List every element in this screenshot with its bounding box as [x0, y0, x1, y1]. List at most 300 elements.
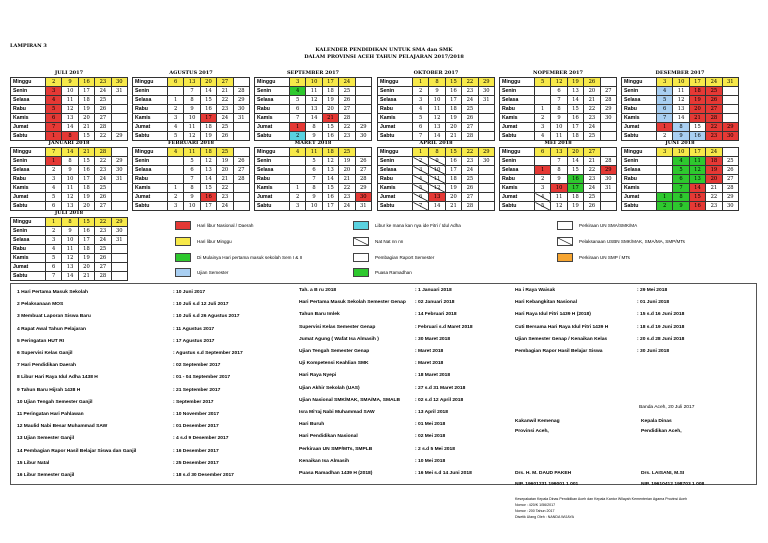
- weekday-label: Kamis: [11, 184, 46, 193]
- date-cell: [535, 87, 551, 96]
- month-calendar: [377, 70, 495, 141]
- weekday-label: Kamis: [133, 184, 168, 193]
- legend-label: Puasa Ramadhan: [375, 270, 412, 275]
- date-cell: 31: [111, 236, 127, 245]
- date-cell: 6: [673, 175, 689, 184]
- date-cell: [600, 193, 616, 202]
- weekday-label: Selasa: [11, 236, 46, 245]
- legend-label: Libur ke mana kan nya ide Fitri / Idul Adha: [375, 223, 461, 228]
- event-date: : 01 Desember 2017: [173, 424, 219, 430]
- date-cell: 8: [62, 157, 78, 166]
- weekday-label: Minggu: [11, 148, 46, 157]
- event-name: Ujian Nasional SMK/MAK, SMA/MA, SMALB: [299, 397, 401, 403]
- date-cell: 20: [445, 123, 461, 132]
- weekday-label: Rabu: [11, 105, 46, 114]
- weekday-label: Jumat: [622, 123, 657, 132]
- weekday-label: Sabtu: [622, 202, 657, 211]
- date-cell: 19: [322, 96, 338, 105]
- date-cell: 5: [184, 157, 200, 166]
- date-cell: 18: [706, 157, 722, 166]
- date-cell: 20: [78, 202, 94, 211]
- date-cell: 2: [657, 132, 673, 141]
- date-cell: 19: [78, 105, 94, 114]
- date-cell: 21: [78, 148, 94, 157]
- date-cell: 15: [322, 184, 338, 193]
- date-cell: 28: [355, 175, 371, 184]
- date-cell: 1: [657, 123, 673, 132]
- event-date: : 20 s.d 28 Juni 2018: [637, 336, 685, 342]
- weekday-label: Rabu: [378, 105, 413, 114]
- date-cell: 12: [551, 202, 567, 211]
- date-cell: 31: [111, 175, 127, 184]
- date-cell: 18: [445, 175, 461, 184]
- date-cell: 16: [200, 193, 216, 202]
- date-cell: [290, 166, 306, 175]
- date-cell: 20: [445, 193, 461, 202]
- event-date: : 21 September 2017: [173, 387, 221, 393]
- date-cell: 21: [584, 96, 600, 105]
- date-cell: 23: [217, 193, 233, 202]
- weekday-label: Minggu: [255, 78, 290, 87]
- date-cell: 15: [445, 148, 461, 157]
- date-cell: 8: [306, 184, 322, 193]
- date-cell: 29: [600, 166, 616, 175]
- date-cell: 12: [673, 96, 689, 105]
- date-cell: 18: [78, 184, 94, 193]
- date-cell: 9: [673, 202, 689, 211]
- date-cell: 4: [657, 87, 673, 96]
- weekday-label: Sabtu: [11, 132, 46, 141]
- date-cell: 2: [413, 87, 429, 96]
- event-date: : 27 s.d 31 Maret 2018: [415, 385, 466, 391]
- weekday-label: Jumat: [255, 123, 290, 132]
- date-cell: 9: [62, 78, 78, 87]
- date-cell: 1: [535, 166, 551, 175]
- date-cell: 30: [478, 87, 494, 96]
- date-cell: 25: [584, 193, 600, 202]
- event-name: 16 Libur Semester Ganjil: [17, 473, 75, 478]
- date-cell: 10: [673, 78, 689, 87]
- date-cell: 28: [706, 114, 722, 123]
- date-cell: 21: [689, 114, 705, 123]
- date-cell: 28: [722, 184, 738, 193]
- date-cell: 19: [217, 157, 233, 166]
- legend-label: Hari libur Minggu: [197, 239, 232, 244]
- event-name: 4 Rapat Awal Tahun Pelajaran: [17, 326, 86, 332]
- signature-left-title1: Kakanwil Kemenag: [515, 419, 560, 424]
- weekday-label: Kamis: [11, 254, 46, 263]
- date-cell: 25: [95, 184, 111, 193]
- date-cell: [478, 175, 494, 184]
- date-cell: 14: [689, 184, 705, 193]
- footnote-line: Kesepakatan Kepala Dinas Pendidikan Aceh dan Kepala Kantor Wilayah Kementerian Agama Provinsi Aceh: [515, 497, 688, 501]
- date-cell: [111, 148, 127, 157]
- date-cell: 13: [689, 175, 705, 184]
- date-cell: [722, 96, 738, 105]
- date-cell: 7: [184, 87, 200, 96]
- date-cell: 20: [706, 175, 722, 184]
- date-cell: 5: [535, 202, 551, 211]
- date-cell: 4: [168, 123, 184, 132]
- weekday-label: Jumat: [133, 123, 168, 132]
- date-cell: 6: [184, 166, 200, 175]
- date-cell: 28: [339, 114, 355, 123]
- date-cell: [657, 166, 673, 175]
- date-cell: 13: [62, 202, 78, 211]
- date-cell: 6: [551, 87, 567, 96]
- event-name: Perkiraan UN SMP/MTs, SMPLB: [299, 446, 373, 452]
- legend-swatch: [175, 253, 191, 262]
- month-calendar: [377, 140, 495, 211]
- date-cell: 8: [429, 78, 445, 87]
- date-cell: [722, 148, 738, 157]
- signature-place-date: Banda Aceh, 20 Juli 2017: [639, 405, 695, 410]
- date-cell: 17: [78, 87, 94, 96]
- date-cell: 22: [706, 193, 722, 202]
- weekday-label: Jumat: [255, 193, 290, 202]
- date-cell: 26: [722, 166, 738, 175]
- date-cell: 29: [111, 218, 127, 227]
- date-cell: 19: [689, 96, 705, 105]
- date-cell: 26: [584, 202, 600, 211]
- date-cell: 21: [217, 87, 233, 96]
- date-cell: 16: [445, 87, 461, 96]
- date-cell: 16: [78, 166, 94, 175]
- date-cell: 7: [306, 175, 322, 184]
- date-cell: 24: [339, 78, 355, 87]
- date-cell: 11: [551, 132, 567, 141]
- date-cell: 25: [339, 148, 355, 157]
- date-cell: 15: [567, 105, 583, 114]
- date-cell: 26: [95, 105, 111, 114]
- weekday-label: Kamis: [255, 184, 290, 193]
- date-cell: 17: [200, 114, 216, 123]
- date-cell: 21: [706, 184, 722, 193]
- weekday-label: Minggu: [378, 148, 413, 157]
- date-cell: 31: [233, 114, 249, 123]
- date-cell: 11: [689, 157, 705, 166]
- date-cell: 1: [535, 105, 551, 114]
- date-cell: 14: [62, 148, 78, 157]
- date-cell: 14: [200, 87, 216, 96]
- date-cell: 24: [462, 96, 478, 105]
- date-cell: 3: [657, 78, 673, 87]
- weekday-label: Sabtu: [378, 202, 413, 211]
- weekday-label: Jumat: [378, 193, 413, 202]
- legend-swatch: [557, 237, 573, 246]
- date-cell: 22: [462, 148, 478, 157]
- date-cell: 23: [95, 78, 111, 87]
- weekday-label: Rabu: [133, 175, 168, 184]
- date-cell: [600, 78, 616, 87]
- date-cell: 15: [689, 193, 705, 202]
- legend-swatch: [175, 221, 191, 230]
- date-cell: 31: [111, 87, 127, 96]
- date-cell: 25: [217, 123, 233, 132]
- date-cell: 9: [429, 157, 445, 166]
- date-cell: 4: [168, 148, 184, 157]
- weekday-label: Sabtu: [622, 132, 657, 141]
- event-name: Kenaikan Isa Almasih: [299, 458, 350, 464]
- event-name: Pembagian Rapor Hasil Belajar Siswa: [515, 349, 603, 354]
- month-name: SEPTEMBER 2017: [286, 70, 340, 76]
- event-date: : 01 - 04 September 2017: [173, 375, 231, 381]
- month-name: JANUARI 2018: [48, 140, 90, 146]
- date-cell: 6: [306, 166, 322, 175]
- date-cell: 17: [445, 96, 461, 105]
- month-calendar: [132, 70, 250, 141]
- date-cell: 15: [78, 132, 94, 141]
- weekday-label: Kamis: [500, 114, 535, 123]
- date-cell: 24: [217, 114, 233, 123]
- signature-right-title2: Pendidikan Aceh,: [641, 429, 682, 434]
- weekday-label: Minggu: [11, 78, 46, 87]
- date-cell: 13: [62, 114, 78, 123]
- date-cell: 10: [429, 166, 445, 175]
- date-cell: 31: [722, 78, 738, 87]
- weekday-label: Kamis: [378, 184, 413, 193]
- month-name: APRIL 2018: [419, 140, 453, 146]
- month-name: NOPEMBER 2017: [533, 70, 583, 76]
- legend-label: Nat Nat nn nn: [375, 239, 404, 244]
- date-cell: 30: [600, 175, 616, 184]
- date-cell: 4: [290, 87, 306, 96]
- date-cell: 2: [168, 193, 184, 202]
- date-cell: 9: [62, 227, 78, 236]
- date-cell: 5: [290, 96, 306, 105]
- event-date: : 17 Agustus 2017: [173, 338, 215, 344]
- date-cell: 22: [462, 78, 478, 87]
- date-cell: 20: [584, 87, 600, 96]
- date-cell: 11: [429, 175, 445, 184]
- date-cell: [657, 157, 673, 166]
- event-name: 7 Hari Pendidikan Daerah: [17, 363, 76, 369]
- date-cell: 24: [706, 78, 722, 87]
- date-cell: 8: [184, 184, 200, 193]
- date-cell: 23: [462, 157, 478, 166]
- signature-left-nip: NIP. 19601231 199001 1 001: [515, 482, 579, 487]
- event-name: 1 Hari Pertama Masuk Sekolah: [17, 290, 88, 295]
- weekday-label: Selasa: [500, 166, 535, 175]
- date-cell: 30: [722, 132, 738, 141]
- weekday-label: Minggu: [133, 78, 168, 87]
- event-date: : Agustus s.d September 2017: [173, 351, 243, 356]
- date-cell: 25: [706, 87, 722, 96]
- date-cell: 30: [233, 105, 249, 114]
- date-cell: 12: [306, 96, 322, 105]
- date-cell: [478, 184, 494, 193]
- event-date: : 10 Juli s.d 26 Agustus 2017: [173, 314, 240, 320]
- legend-swatch: [353, 253, 369, 262]
- date-cell: 3: [168, 202, 184, 211]
- date-cell: 20: [200, 78, 216, 87]
- date-cell: 20: [78, 263, 94, 272]
- date-cell: 14: [62, 123, 78, 132]
- weekday-label: Senin: [133, 87, 168, 96]
- weekday-label: Kamis: [622, 184, 657, 193]
- date-cell: 19: [445, 114, 461, 123]
- event-date: : 2 s.d 5 Mei 2018: [415, 446, 455, 452]
- date-cell: 17: [322, 202, 338, 211]
- month-calendar: [10, 140, 128, 211]
- weekday-label: Selasa: [133, 96, 168, 105]
- date-cell: 26: [584, 78, 600, 87]
- date-cell: 18: [322, 87, 338, 96]
- weekday-label: Selasa: [255, 96, 290, 105]
- date-cell: 28: [600, 157, 616, 166]
- event-name: Supervisi Kelas Semester Genap: [299, 324, 376, 330]
- weekday-label: Senin: [378, 87, 413, 96]
- date-cell: 2: [535, 114, 551, 123]
- date-cell: 6: [413, 123, 429, 132]
- date-cell: 22: [95, 218, 111, 227]
- date-cell: 11: [62, 184, 78, 193]
- date-cell: 17: [78, 236, 94, 245]
- date-cell: 22: [217, 96, 233, 105]
- date-cell: 21: [584, 157, 600, 166]
- date-cell: 29: [111, 157, 127, 166]
- legend-swatch: [353, 268, 369, 277]
- date-cell: 8: [673, 123, 689, 132]
- event-date: : 16 Mei s.d 14 Juni 2018: [415, 471, 472, 476]
- date-cell: 10: [184, 114, 200, 123]
- date-cell: 12: [62, 254, 78, 263]
- date-cell: [478, 105, 494, 114]
- weekday-label: Jumat: [11, 193, 46, 202]
- date-cell: 23: [706, 202, 722, 211]
- date-cell: 26: [462, 184, 478, 193]
- date-cell: 8: [62, 132, 78, 141]
- date-cell: 5: [306, 157, 322, 166]
- date-cell: 13: [62, 263, 78, 272]
- weekday-label: Minggu: [500, 78, 535, 87]
- date-cell: 9: [184, 193, 200, 202]
- date-cell: 27: [462, 193, 478, 202]
- date-cell: 7: [413, 132, 429, 141]
- event-date: : 14 Februari 2018: [415, 312, 457, 318]
- date-cell: 23: [95, 227, 111, 236]
- month-calendar: [621, 140, 739, 211]
- weekday-label: Senin: [11, 227, 46, 236]
- date-cell: 7: [673, 184, 689, 193]
- date-cell: 10: [306, 78, 322, 87]
- date-cell: 30: [478, 157, 494, 166]
- weekday-label: Rabu: [133, 105, 168, 114]
- date-cell: 8: [184, 96, 200, 105]
- date-cell: 11: [62, 245, 78, 254]
- date-cell: 26: [339, 96, 355, 105]
- date-cell: 29: [722, 123, 738, 132]
- weekday-label: Kamis: [622, 114, 657, 123]
- event-date: : September 2017: [173, 399, 214, 405]
- date-cell: [233, 148, 249, 157]
- date-cell: 18: [567, 193, 583, 202]
- date-cell: 14: [62, 272, 78, 281]
- month-name: AGUSTUS 2017: [169, 70, 213, 76]
- date-cell: 4: [535, 193, 551, 202]
- date-cell: 25: [217, 148, 233, 157]
- date-cell: 5: [673, 166, 689, 175]
- date-cell: [290, 175, 306, 184]
- weekday-label: Rabu: [622, 175, 657, 184]
- date-cell: 27: [95, 202, 111, 211]
- date-cell: 13: [200, 166, 216, 175]
- month-name: FEBRUARI 2018: [168, 140, 214, 146]
- weekday-label: Rabu: [11, 245, 46, 254]
- date-cell: 1: [413, 78, 429, 87]
- date-cell: 16: [445, 157, 461, 166]
- event-date: : 30 Maret 2018: [415, 336, 451, 342]
- date-cell: 17: [445, 166, 461, 175]
- date-cell: 23: [217, 105, 233, 114]
- legend-item: [175, 237, 232, 246]
- date-cell: 19: [445, 184, 461, 193]
- date-cell: [233, 193, 249, 202]
- date-cell: 13: [306, 105, 322, 114]
- date-cell: 9: [429, 87, 445, 96]
- event-date: : 30 Juni 2018: [637, 349, 670, 354]
- date-cell: 29: [111, 132, 127, 141]
- month-calendar: [499, 70, 617, 141]
- weekday-label: Senin: [11, 87, 46, 96]
- date-cell: 17: [567, 184, 583, 193]
- date-cell: 21: [445, 132, 461, 141]
- event-name: Uji Kompetensi Keahlian SMK: [299, 361, 369, 367]
- month-calendar: [499, 140, 617, 211]
- legend-label: Ujian Semester: [197, 270, 229, 275]
- date-cell: 19: [567, 202, 583, 211]
- date-cell: 1: [290, 184, 306, 193]
- date-cell: 12: [184, 132, 200, 141]
- date-cell: 25: [339, 87, 355, 96]
- date-cell: 22: [95, 132, 111, 141]
- date-cell: 26: [217, 132, 233, 141]
- date-cell: 3: [535, 123, 551, 132]
- event-name: Ha i Raya Waisak: [515, 288, 556, 293]
- month-calendar: [10, 70, 128, 141]
- date-cell: 16: [567, 175, 583, 184]
- date-cell: 10: [429, 96, 445, 105]
- signature-right-nip: NIP. 19610412 198703 1 008: [641, 482, 705, 487]
- event-name: 15 Libur Natal: [17, 460, 50, 466]
- date-cell: 29: [478, 148, 494, 157]
- date-cell: 3: [413, 166, 429, 175]
- date-cell: 15: [567, 166, 583, 175]
- date-cell: [355, 114, 371, 123]
- date-cell: [233, 202, 249, 211]
- weekday-label: Senin: [500, 157, 535, 166]
- event-name: Hari Buruh: [299, 422, 325, 428]
- date-cell: 9: [306, 193, 322, 202]
- date-cell: 19: [339, 157, 355, 166]
- event-date: : 01 Juni 2018: [637, 300, 670, 306]
- weekday-label: Jumat: [133, 193, 168, 202]
- legend-item: [557, 221, 637, 230]
- date-cell: 7: [657, 114, 673, 123]
- date-cell: 22: [339, 184, 355, 193]
- event-name: 6 Supervisi Kelas Ganjil: [17, 351, 73, 356]
- event-date: : 15 s.d 16 Juni 2018: [637, 312, 685, 318]
- date-cell: 13: [551, 148, 567, 157]
- date-cell: 27: [462, 123, 478, 132]
- event-name: Tah. a B ru 2018: [299, 288, 337, 293]
- date-cell: 15: [200, 184, 216, 193]
- date-cell: 18: [200, 148, 216, 157]
- date-cell: 17: [200, 202, 216, 211]
- document-subtitle: DALAM PROVINSI ACEH TAHUN PELAJARAN 2017/2018: [304, 54, 464, 60]
- date-cell: 24: [584, 123, 600, 132]
- event-name: 11 Peringatan Hari Pahlawan: [17, 412, 84, 417]
